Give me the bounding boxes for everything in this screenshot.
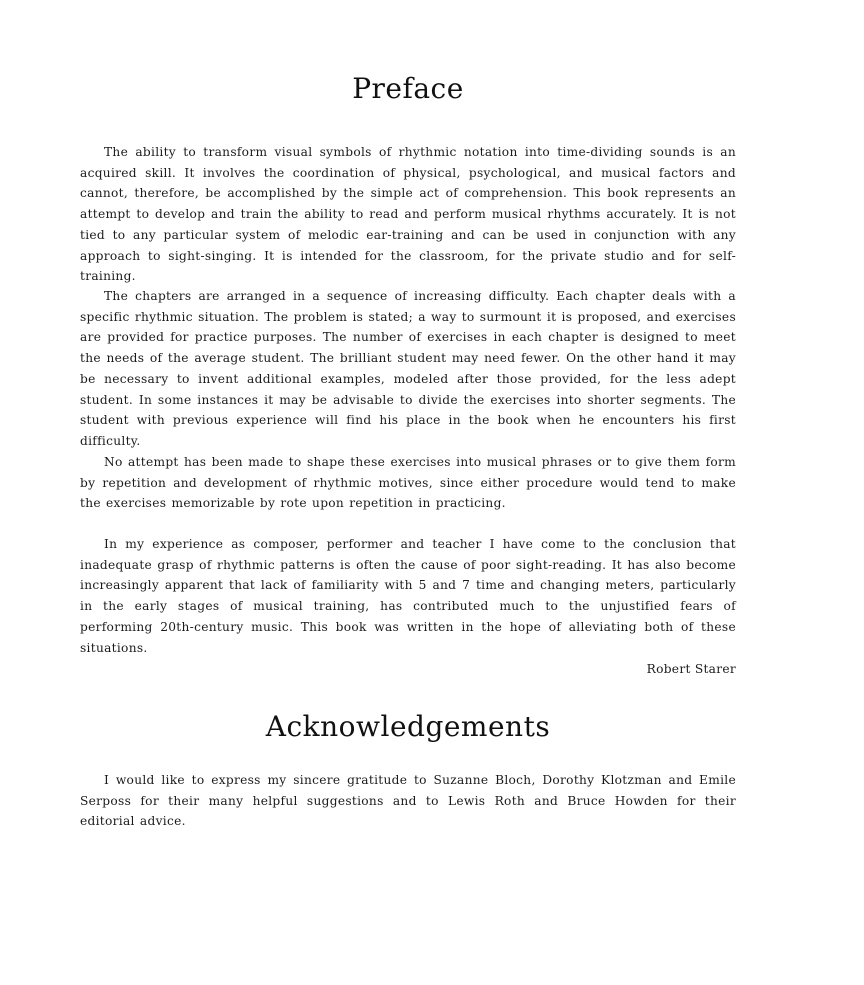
acknowledgements-paragraph: I would like to express my sincere gratitude to Suzanne Bloch, Dorothy Klotzman and Emile Serposs for their many helpful suggestions and to Lewis Roth and Bruce Howden for their editorial advice. (80, 773, 736, 829)
author-signature: Robert Starer (646, 662, 736, 676)
preface-paragraph-2: The chapters are arranged in a sequence of increasing difficulty. Each chapter deals with a specific rhythmic situation. The problem is stated; a way to surmount it is proposed, and exercises are provided for practice purposes. The number of exercises in each chapter is designed to meet the needs of the average student. The brilliant student may need fewer. On the other hand it may be necessary to invent additional examples, modeled after those provided, for the less adept student. In some instances it may be advisable to divide the exercises into shorter segments. The student with previous experience will find his place in the book when he encounters his first difficulty. (80, 289, 736, 448)
preface-heading: Preface (352, 72, 464, 105)
preface-paragraph-4: In my experience as composer, performer and teacher I have come to the conclusion that inadequate grasp of rhythmic patterns is often the cause of poor sight-reading. It has also become increasingly apparent that lack of familiarity with 5 and 7 time and changing meters, particularly in the early stages of musical training, has contributed much to the unjustified fears of performing 20th-century music. This book was written in the hope of alleviating both of these situations. (80, 537, 736, 655)
preface-paragraph-3: No attempt has been made to shape these exercises into musical phrases or to give them form by repetition and development of rhythmic motives, since either procedure would tend to make the exercises memorizable by rote upon repetition in practicing. (80, 455, 736, 511)
acknowledgements-heading: Acknowledgements (265, 710, 551, 743)
preface-paragraph-1: The ability to transform visual symbols of rhythmic notation into time-dividing sounds is an acquired skill. It involves the coordination of physical, psychological, and musical factors and cannot, therefore, be accomplished by the simple act of comprehension. This book represents an attempt to develop and train the ability to read and perform musical rhythms accurately. It is not tied to any particular system of melodic ear-training and can be used in conjunction with any approach to sight-singing. It is intended for the classroom, for the private studio and for self-training. (80, 145, 736, 284)
